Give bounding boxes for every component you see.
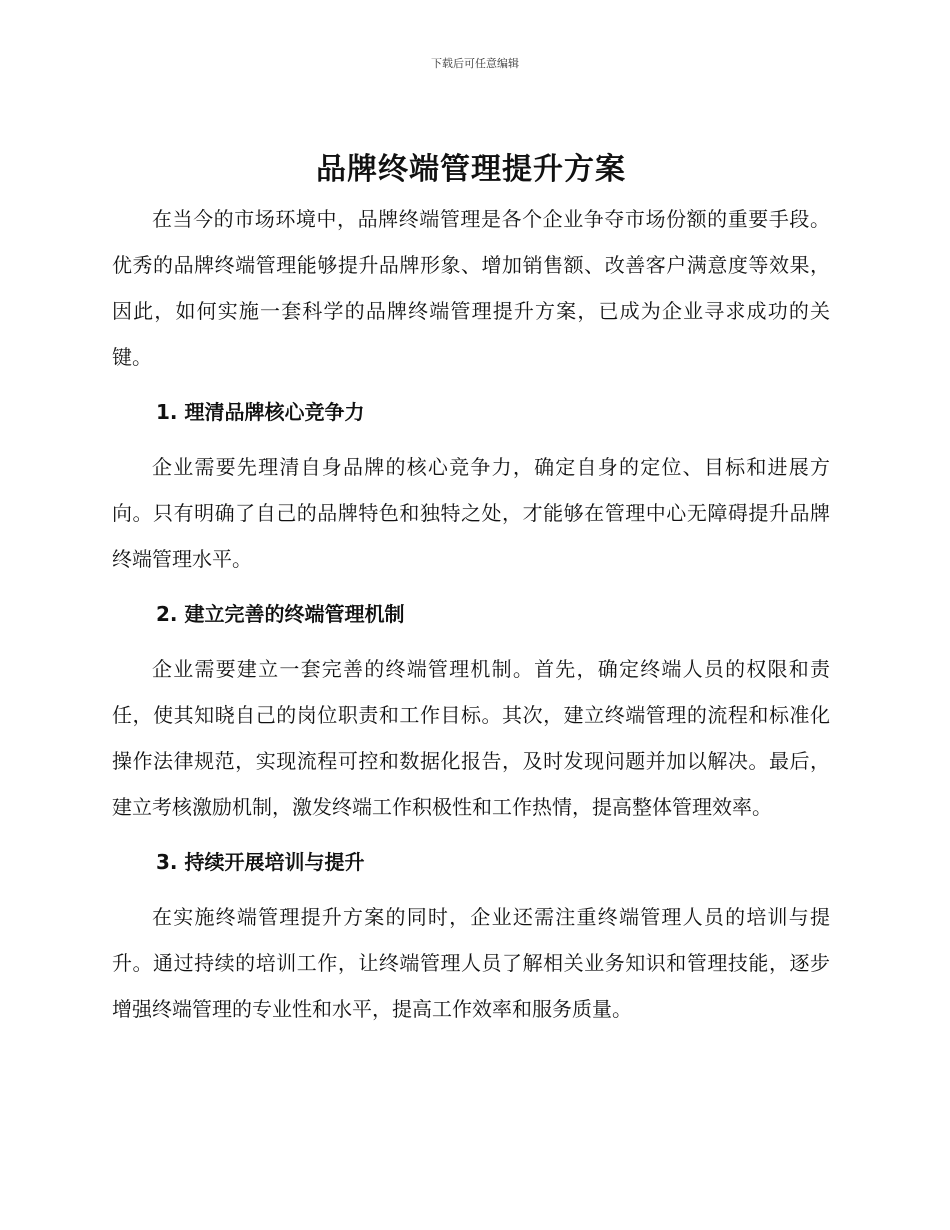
page-header-note: 下载后可任意编辑 (431, 57, 519, 70)
section-body-2: 企业需要建立一套完善的终端管理机制。首先，确定终端人员的权限和责任，使其知晓自己的岗位职责和工作目标。其次，建立终端管理的流程和标准化操作法律规范，实现流程可控和数据化报告，及时发现问题并加以解决。最后，建立考核激励机制，激发终端工作积极性和工作热情，提高整体管理效率。 (112, 657, 830, 819)
section-heading-3: 3. 持续开展培训与提升 (156, 850, 365, 874)
section-body-3: 在实施终端管理提升方案的同时，企业还需注重终端管理人员的培训与提升。通过持续的培训工作，让终端管理人员了解相关业务知识和管理技能，逐步增强终端管理的专业性和水平，提高工作效率和服务质量。 (112, 905, 830, 1021)
section-heading-2: 2. 建立完善的终端管理机制 (156, 602, 405, 626)
section-heading-1: 1. 理清品牌核心竞争力 (156, 400, 365, 424)
section-body-1: 企业需要先理清自身品牌的核心竞争力，确定自身的定位、目标和进展方向。只有明确了自己的品牌特色和独特之处，才能够在管理中心无障碍提升品牌终端管理水平。 (112, 455, 830, 571)
document-body (112, 148, 830, 1032)
intro-paragraph: 在当今的市场环境中，品牌终端管理是各个企业争夺市场份额的重要手段。优秀的品牌终端管理能够提升品牌形象、增加销售额、改善客户满意度等效果，因此，如何实施一套科学的品牌终端管理提升方案，已成为企业寻求成功的关键。 (112, 207, 830, 369)
document-title: 品牌终端管理提升方案 (316, 152, 626, 187)
